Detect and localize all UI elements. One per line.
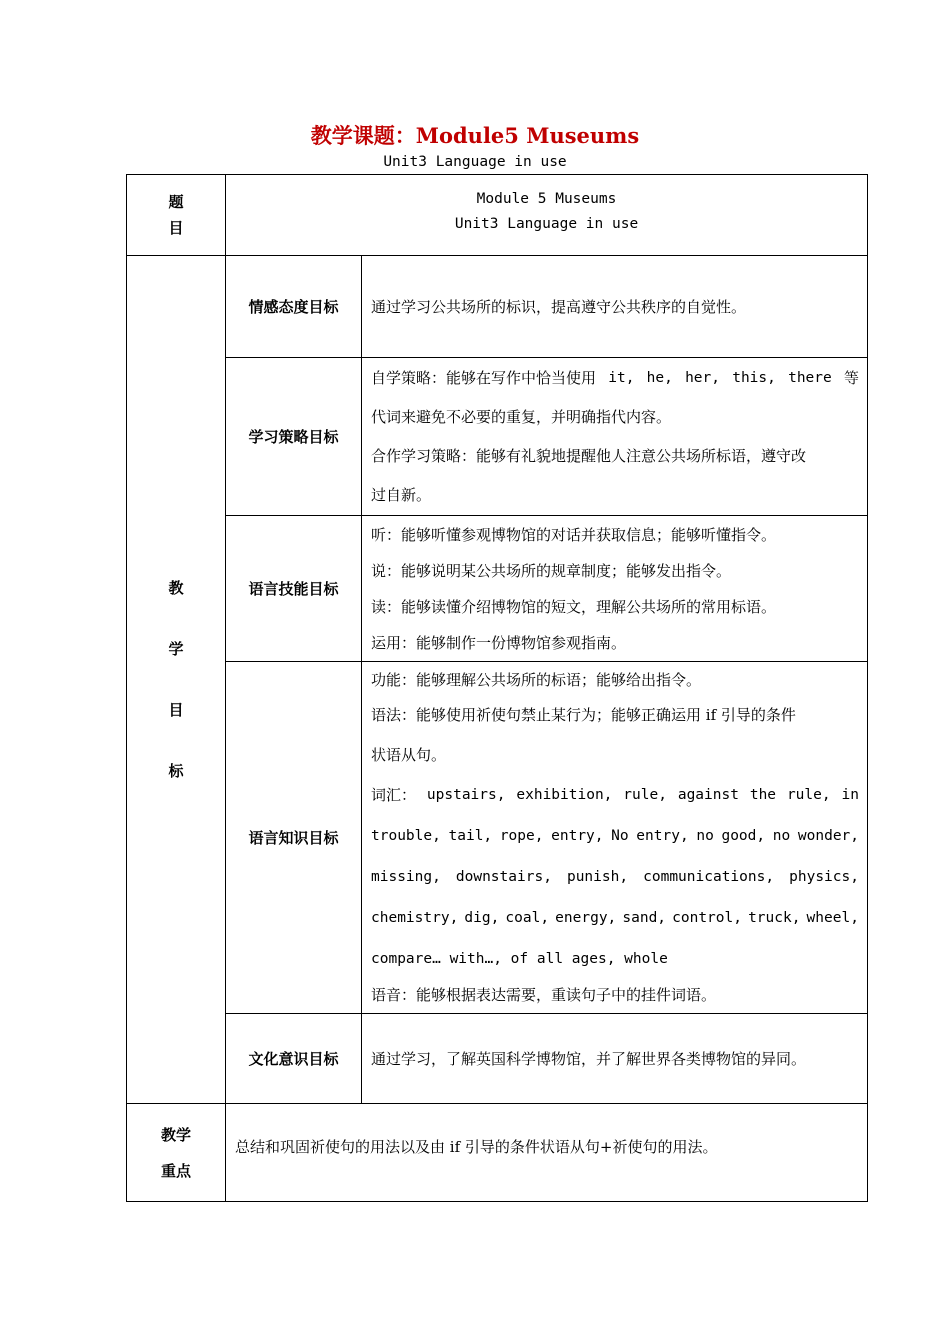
- objectives-label-char: 学: [168, 639, 184, 658]
- skills-goal-label: 语言技能目标: [226, 516, 362, 662]
- knowledge-grammar-2: 状语从句。: [371, 746, 447, 764]
- focus-text-cell: [226, 1104, 868, 1202]
- objectives-label-cell: [127, 256, 226, 1104]
- knowledge-vocab-2: trouble, tail, rope, entry, No entry, no good, no wonder,: [371, 828, 860, 844]
- knowledge-vocab-3: missing, downstairs, punish, communications, physics,: [371, 869, 859, 885]
- objective-row-strategy: [127, 358, 868, 516]
- strategy-line-2: 代词来避免不必要的重复，并明确指代内容。: [371, 407, 672, 426]
- lesson-title: 教学课题：Module5 Museums: [310, 123, 640, 148]
- topic-unit: Unit3 Language in use: [454, 216, 639, 232]
- focus-label-line: 教学: [160, 1125, 191, 1144]
- topic-label-char: 目: [168, 219, 184, 237]
- knowledge-vocab-5: compare… with…, of all ages, whole: [371, 951, 668, 967]
- skills-line: 读：能够读懂介绍博物馆的短文，理解公共场所的常用标语。: [371, 597, 777, 616]
- objective-row-culture: [127, 1014, 868, 1104]
- emotion-goal-text: [362, 256, 868, 358]
- topic-module: Module 5 Museums: [476, 191, 617, 207]
- culture-goal-text: [362, 1014, 868, 1104]
- lesson-plan-table: [126, 174, 868, 1202]
- knowledge-pronunciation: 语音：能够根据表达需要，重读句子中的挂件词语。: [371, 986, 717, 1004]
- knowledge-grammar-1: 语法：能够使用祈使句禁止某行为；能够正确运用 if 引导的条件: [371, 706, 796, 724]
- strategy-line-4: 过自新。: [371, 485, 432, 504]
- focus-row: [127, 1104, 868, 1202]
- strategy-line-3: 合作学习策略：能够有礼貌地提醒他人注意公共场所标语，遵守改: [371, 446, 807, 465]
- culture-goal-label: 文化意识目标: [226, 1014, 362, 1104]
- knowledge-vocab-4: chemistry, dig, coal, energy, sand, control, truck, wheel,: [371, 910, 859, 926]
- objectives-label-char: 标: [168, 761, 184, 780]
- topic-content-cell: [226, 175, 868, 256]
- focus-label-line: 重点: [160, 1161, 191, 1180]
- strategy-line-1: 自学策略：能够在写作中恰当使用 it, he, her, this, there 等: [371, 368, 859, 387]
- focus-text: 总结和巩固祈使句的用法以及由 if 引导的条件状语从句+祈使句的用法。: [235, 1138, 718, 1156]
- strategy-goal-label: 学习策略目标: [226, 358, 362, 516]
- strategy-goal-text: [362, 358, 868, 516]
- knowledge-goal-text: [362, 662, 868, 1014]
- lesson-subtitle: Unit3 Language in use: [383, 154, 567, 170]
- topic-label-char: 题: [168, 193, 184, 211]
- objectives-label-char: 目: [168, 700, 184, 719]
- objective-row-emotion: [127, 256, 868, 358]
- topic-label-cell: [127, 175, 226, 256]
- skills-line: 说：能够说明某公共场所的规章制度；能够发出指令。: [371, 561, 732, 580]
- skills-line: 运用：能够制作一份博物馆参观指南。: [371, 633, 627, 652]
- objectives-label-char: 教: [168, 578, 184, 597]
- emotion-goal-label: 情感态度目标: [226, 256, 362, 358]
- knowledge-goal-label: 语言知识目标: [226, 662, 362, 1014]
- focus-label-cell: [127, 1104, 226, 1202]
- skills-goal-text: [362, 516, 868, 662]
- objective-row-knowledge: [127, 662, 868, 1014]
- emotion-goal-line: 通过学习公共场所的标识，提高遵守公共秩序的自觉性。: [371, 298, 747, 316]
- skills-line: 听：能够听懂参观博物馆的对话并获取信息；能够听懂指令。: [371, 525, 777, 544]
- knowledge-vocab-1: 词汇： upstairs, exhibition, rule, against the rule, in: [371, 786, 859, 804]
- knowledge-function: 功能：能够理解公共场所的标语；能够给出指令。: [371, 671, 702, 689]
- topic-row: [127, 175, 868, 256]
- culture-goal-line: 通过学习，了解英国科学博物馆，并了解世界各类博物馆的异同。: [371, 1050, 807, 1068]
- objective-row-skills: [127, 516, 868, 662]
